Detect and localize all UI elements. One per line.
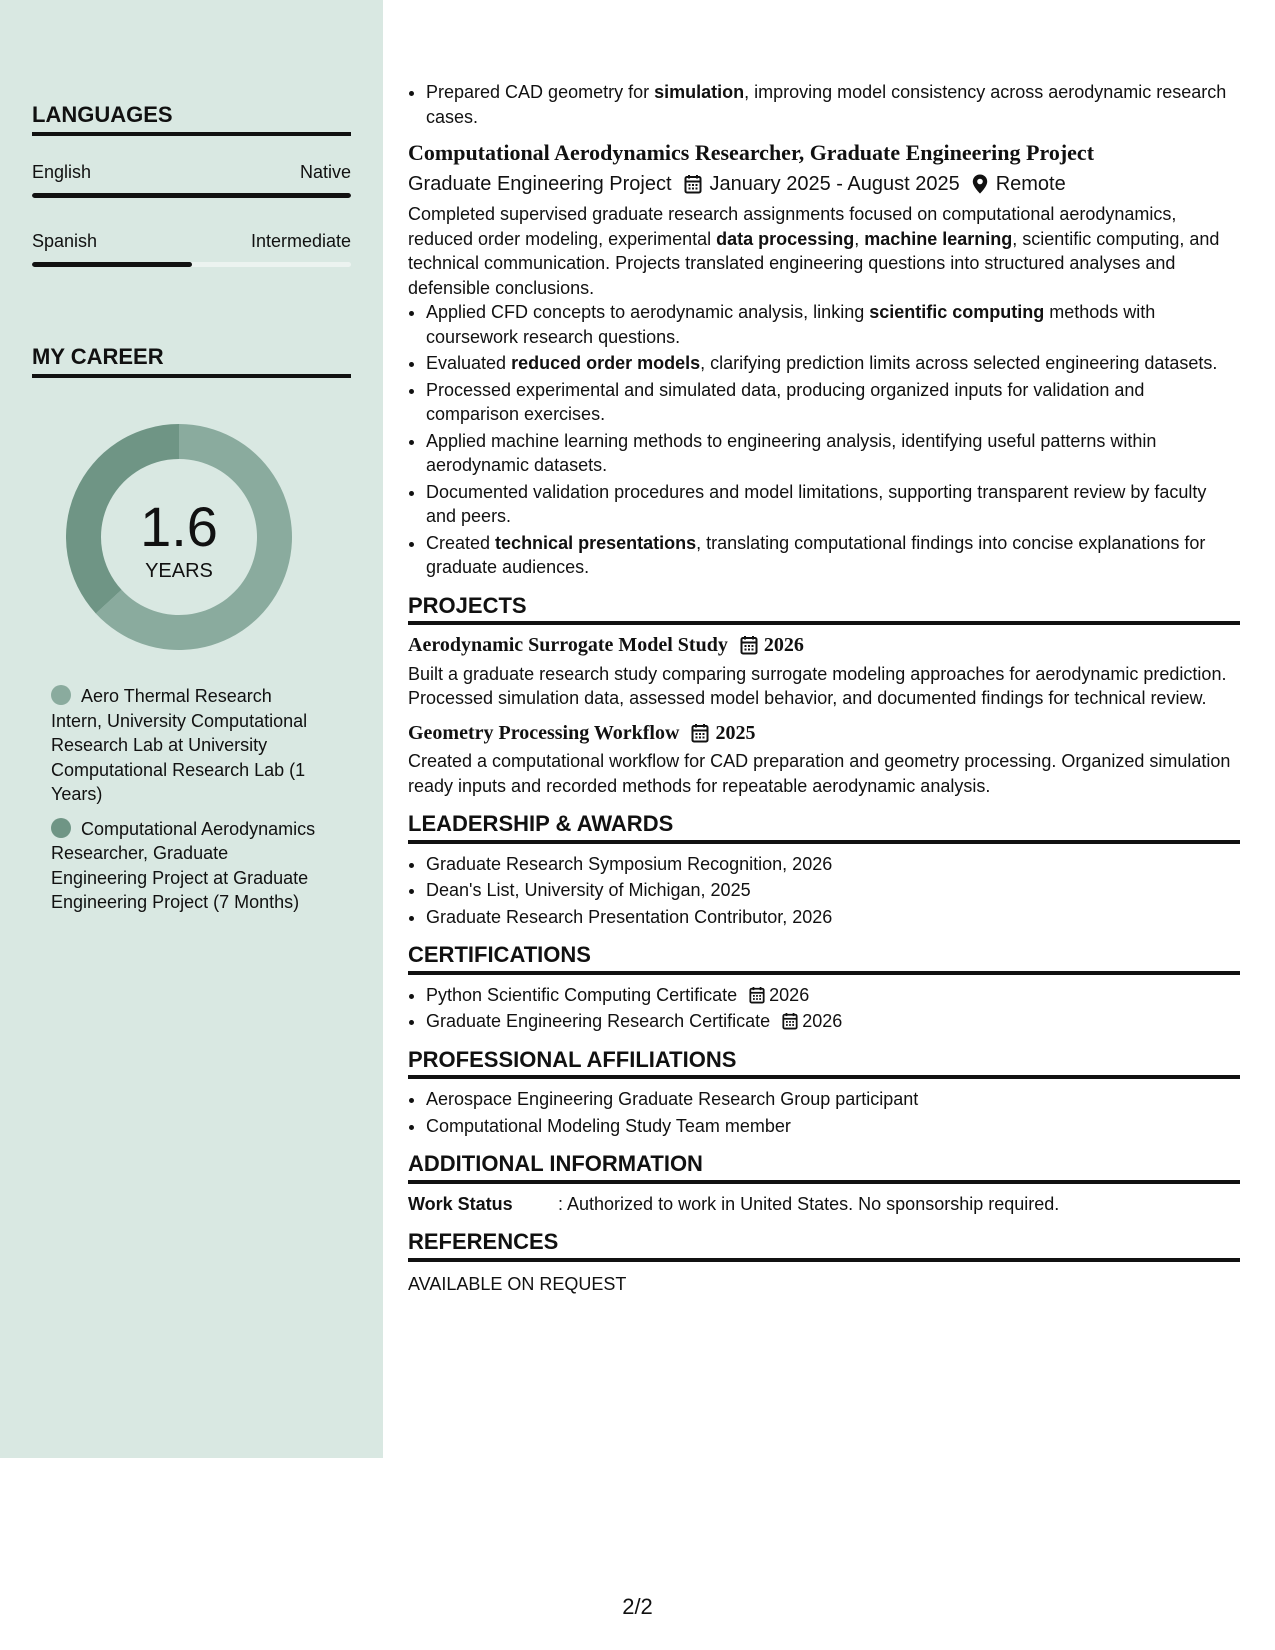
job-bullets bbox=[408, 300, 1240, 580]
job-dates: January 2025 - August 2025 bbox=[709, 172, 960, 195]
career-unit: YEARS bbox=[145, 560, 213, 582]
additional-info-heading: ADDITIONAL INFORMATION bbox=[408, 1152, 1240, 1184]
career-list bbox=[51, 684, 326, 925]
list-item: • Graduate Research Symposium Recognition, 2026 bbox=[426, 852, 1240, 877]
project-title-row bbox=[408, 721, 1240, 746]
project-description: Built a graduate research study comparing surrogate modeling approaches for aerodynamic prediction. Processed simulation data, assessed model behavior, and documented findings for technical review. bbox=[408, 663, 1227, 708]
project-title-row bbox=[408, 633, 1240, 658]
calendar-icon bbox=[691, 723, 709, 743]
career-item bbox=[51, 684, 326, 807]
career-heading: MY CAREER bbox=[32, 344, 351, 378]
location-pin-icon bbox=[972, 174, 988, 194]
job-summary: Completed supervised graduate research assignments focused on computational aerodynamics, reduced order modeling, experimental data processing, machine learning, scientific computing, and technical communication. Projects translated engineering questions into structured analyses and defensible conclusions. bbox=[408, 204, 1220, 298]
career-item bbox=[51, 817, 326, 915]
certification-name: • Python Scientific Computing Certificate bbox=[426, 984, 738, 1005]
calendar-icon bbox=[684, 174, 702, 194]
certification-name: • Graduate Engineering Research Certificate bbox=[426, 1011, 771, 1031]
career-item-text: Aero Thermal Research Intern, University Computational Research Lab at University Computational Research Lab (1 Years) bbox=[51, 686, 308, 804]
job-bullets-continued bbox=[408, 80, 1240, 129]
affiliations-heading: PROFESSIONAL AFFILIATIONS bbox=[408, 1048, 1240, 1080]
career-item-text: Computational Aerodynamics Researcher, Graduate Engineering Project at Graduate Engineering Project (7 Months) bbox=[51, 818, 316, 912]
list-item: • Applied CFD concepts to aerodynamic analysis, linking scientific computing methods with coursework research questions. bbox=[426, 300, 1240, 349]
work-status-row bbox=[408, 1192, 1240, 1217]
affiliations-list bbox=[408, 1087, 1240, 1138]
certification-year: 2026 bbox=[802, 1011, 843, 1031]
leadership-list bbox=[408, 852, 1240, 930]
calendar-icon bbox=[749, 986, 765, 1004]
career-total: 1.6 bbox=[140, 495, 218, 558]
project-description: Created a computational workflow for CAD preparation and geometry processing. Organized simulation ready inputs and recorded methods for repeatable aerodynamic analysis. bbox=[408, 751, 1231, 796]
list-item: • Computational Modeling Study Team member bbox=[426, 1114, 1240, 1139]
list-item: • Prepared CAD geometry for simulation, improving model consistency across aerodynamic research cases. bbox=[426, 80, 1240, 129]
project-title: Aerodynamic Surrogate Model Study bbox=[408, 634, 728, 656]
list-item: • Created technical presentations, translating computational findings into concise explanations for graduate audiences. bbox=[426, 531, 1240, 580]
list-item: • Dean's List, University of Michigan, 2025 bbox=[426, 878, 1240, 903]
language-level: Native bbox=[299, 162, 351, 182]
page-number: 2/2 bbox=[622, 1594, 653, 1619]
project bbox=[408, 633, 1240, 711]
languages-heading: LANGUAGES bbox=[32, 102, 351, 136]
work-status-label: Work Status bbox=[408, 1193, 513, 1214]
main-content bbox=[408, 80, 1240, 1296]
calendar-icon bbox=[740, 635, 758, 655]
calendar-icon bbox=[782, 1012, 798, 1030]
list-item: • Evaluated reduced order models, clarifying prediction limits across selected engineering datasets. bbox=[426, 351, 1240, 376]
project bbox=[408, 721, 1240, 799]
certifications-list bbox=[408, 983, 1240, 1034]
certifications-heading: CERTIFICATIONS bbox=[408, 943, 1240, 975]
job-title: Computational Aerodynamics Researcher, Graduate Engineering Project bbox=[408, 140, 1095, 165]
list-item bbox=[426, 983, 1240, 1008]
sidebar bbox=[0, 0, 383, 1458]
language-bar-fill bbox=[32, 193, 351, 198]
language-name: Spanish bbox=[32, 231, 98, 251]
language-row-spanish bbox=[32, 231, 351, 252]
list-item bbox=[426, 1009, 1240, 1034]
references-text: AVAILABLE ON REQUEST bbox=[408, 1273, 627, 1294]
language-row-english bbox=[32, 162, 351, 183]
job-employer: Graduate Engineering Project bbox=[408, 172, 672, 195]
work-status-value: : Authorized to work in United States. No sponsorship required. bbox=[558, 1193, 1060, 1214]
list-item: • Documented validation procedures and model limitations, supporting transparent review by faculty and peers. bbox=[426, 480, 1240, 529]
list-item: • Aerospace Engineering Graduate Research Group participant bbox=[426, 1087, 1240, 1112]
language-bar-spanish bbox=[32, 262, 351, 267]
career-dot bbox=[51, 818, 71, 838]
language-bar-english bbox=[32, 193, 351, 198]
list-item: • Applied machine learning methods to engineering analysis, identifying useful patterns within aerodynamic datasets. bbox=[426, 429, 1240, 478]
list-item: • Graduate Research Presentation Contributor, 2026 bbox=[426, 905, 1240, 930]
references-heading: REFERENCES bbox=[408, 1230, 1240, 1262]
list-item: • Processed experimental and simulated data, producing organized inputs for validation and comparison exercises. bbox=[426, 378, 1240, 427]
language-name: English bbox=[32, 162, 92, 182]
language-level: Intermediate bbox=[250, 231, 351, 251]
project-year: 2025 bbox=[715, 721, 756, 744]
career-dot bbox=[51, 685, 71, 705]
project-year: 2026 bbox=[763, 634, 804, 656]
career-donut-chart bbox=[66, 424, 292, 650]
certification-year: 2026 bbox=[769, 984, 810, 1005]
language-bar-fill bbox=[32, 262, 192, 267]
job-meta bbox=[408, 172, 1240, 197]
projects-heading: PROJECTS bbox=[408, 594, 1240, 626]
leadership-heading: LEADERSHIP & AWARDS bbox=[408, 812, 1240, 844]
project-title: Geometry Processing Workflow bbox=[408, 721, 680, 744]
job-location: Remote bbox=[995, 172, 1066, 195]
